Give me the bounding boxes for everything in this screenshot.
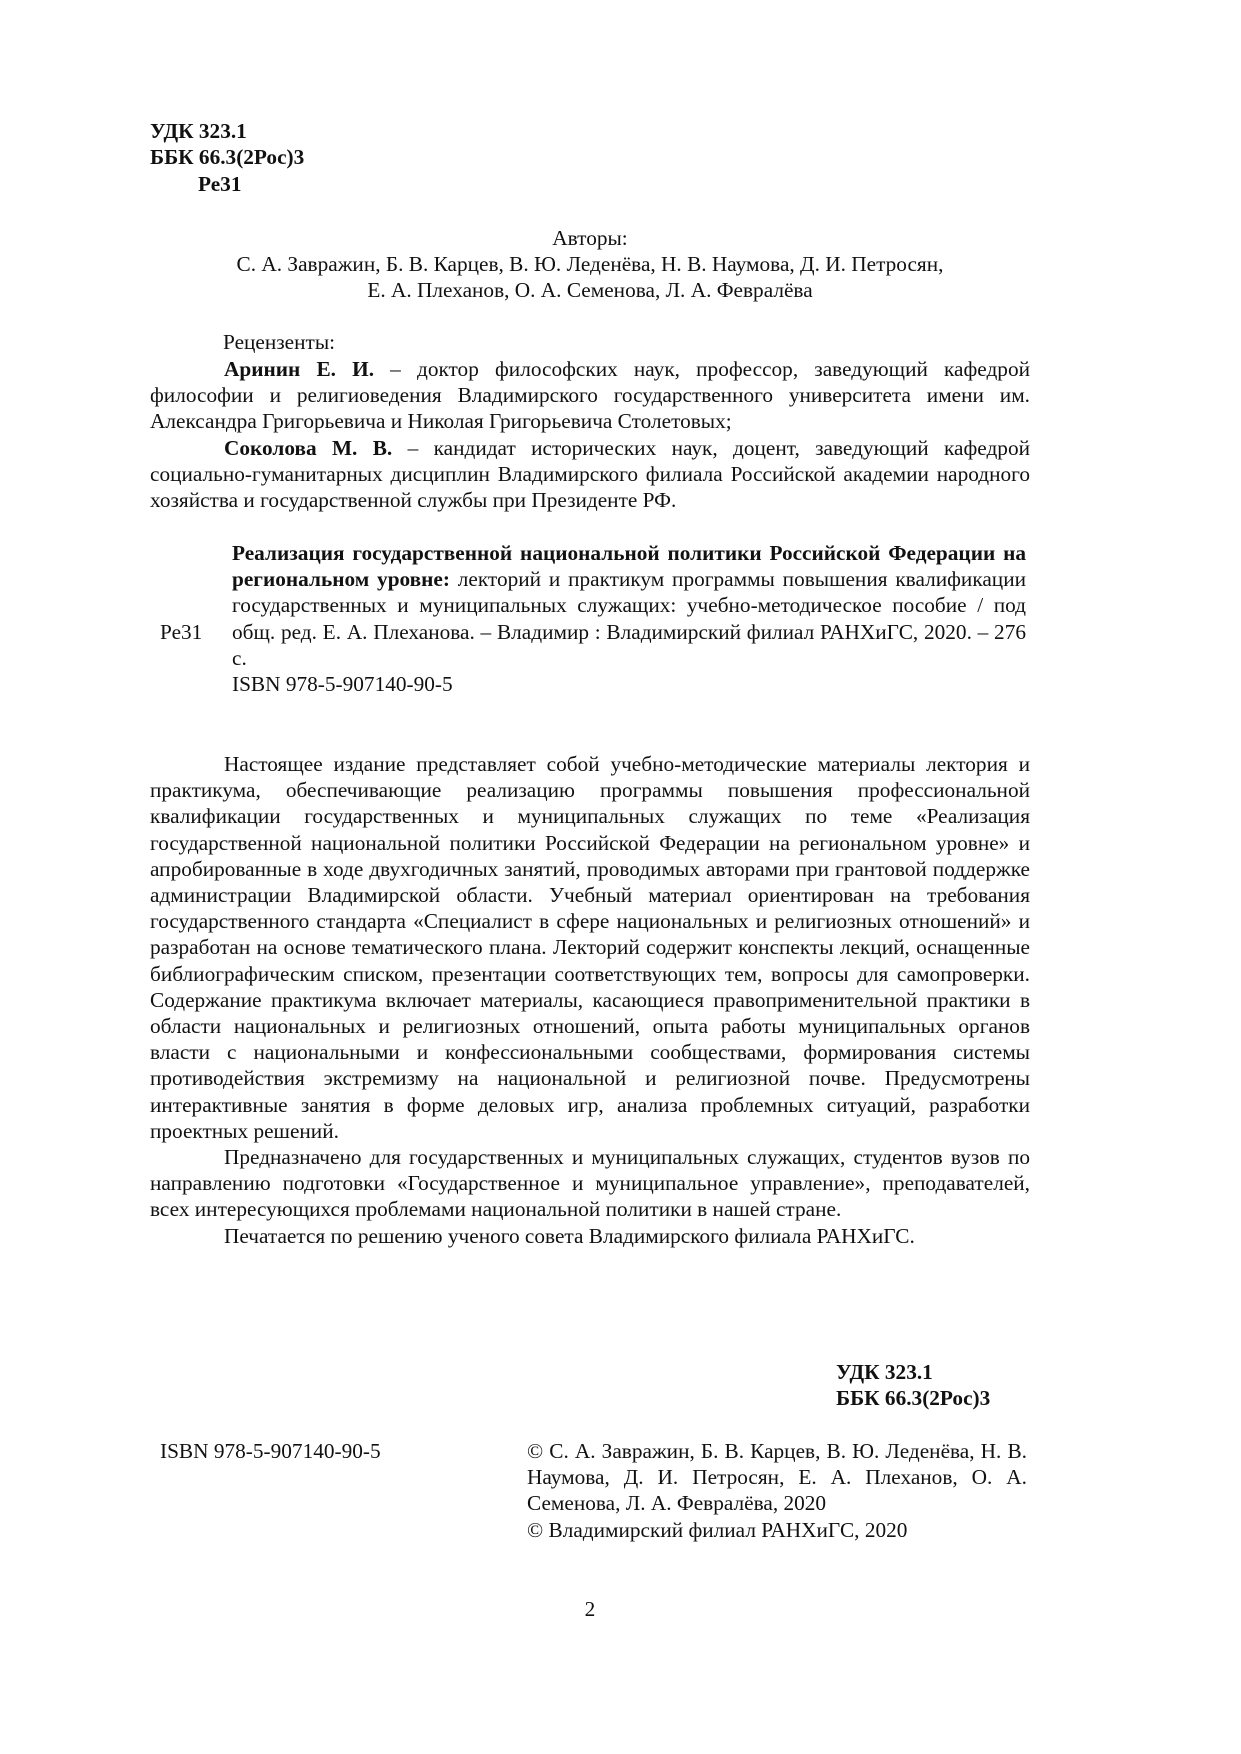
authors-line-1: С. А. Завражин, Б. В. Карцев, В. Ю. Леденёва, Н. В. Наумова, Д. И. Петросян, [236,252,944,277]
bib-isbn: ISBN 978-5-907140-90-5 [232,672,453,696]
authors-line-2: Е. А. Плеханов, О. А. Семенова, Л. А. Февралёва [367,278,813,303]
reviewer-1 [150,356,1030,435]
bib-code: Ре31 [160,620,203,644]
footer-isbn: ISBN 978-5-907140-90-5 [160,1439,381,1463]
reviewer-2-name: Соколова М. В. [224,436,393,460]
reviewer-1-name: Аринин Е. И. [224,357,375,381]
footer-udk: УДК 323.1 [836,1360,933,1384]
reviewers-label: Рецензенты: [223,330,336,354]
authors-label: Авторы: [552,226,628,250]
reviewer-1-text: – доктор философских наук, профессор, заведующий кафедрой философии и религиоведения Владимирского государственного университета имени им. Александра Григорьевича и Николая Григорьевича Столетовых; [150,357,1030,434]
footer-copyright-2: © Владимирский филиал РАНХиГС, 2020 [527,1518,908,1542]
abstract-paragraph-1: Настоящее издание представляет собой учебно-методические материалы лектория и практикума, обеспечивающие реализацию программы повышения профессиональной квалификации государственных и муниципальных служащих по теме «Реализация государственной национальной политики Российской Федерации на региональном уровне» и апробированные в ходе двухгодичных занятий, проводимых авторами при грантовой поддержке администрации Владимирской области. Учебный материал ориентирован на требования государственного стандарта «Специалист в сфере национальных и религиозных отношений» и разработан на основе тематического плана. Лекторий содержит конспекты лекций, оснащенные библиографическим списком, презентации соответствующих тем, вопросы для самопроверки. Содержание практикума включает материалы, касающиеся правоприменительной практики в области национальных и религиозных отношений, опыта работы муниципальных органов власти с национальными и конфессиональными сообществами, формирования системы противодействия экстремизму на национальной и религиозной почве. Предусмотрены интерактивные занятия в форме деловых игр, анализа проблемных ситуаций, разработки проектных решений. [150,752,1030,1143]
abstract [150,751,1030,1249]
abstract-paragraph-3: Печатается по решению ученого совета Владимирского филиала РАНХиГС. [224,1223,915,1248]
authors-block [150,225,1030,304]
page-number: 2 [584,1597,596,1621]
bib-description-text: лекторий и практикум программы повышения квалификации государственных и муниципальных служащих: учебно-методическое пособие / под общ. ред. Е. А. Плеханова. – Владимир : Владимирский филиал РАНХиГС, 2020. – 276 с. [232,567,1026,670]
footer-bbk: ББК 66.3(2Рос)3 [836,1386,991,1410]
abstract-paragraph-2: Предназначено для государственных и муниципальных служащих, студентов вузов по направлению подготовки «Государственное и муниципальное управление», преподавателей, всех интересующихся проблемами национальной политики в нашей стране. [150,1145,1030,1222]
bib-title: Реализация государственной национальной политики Российской Федерации на региональном уровне: [232,541,1026,592]
header-code: Ре31 [198,172,242,196]
header-udk: УДК 323.1 [150,119,247,143]
reviewer-2-text: – кандидат исторических наук, доцент, заведующий кафедрой социально-гуманитарных дисциплин Владимирского филиала Российской академии народного хозяйства и государственной службы при Президенте РФ. [150,436,1030,513]
reviewer-2 [150,435,1030,514]
header-bbk: ББК 66.3(2Рос)3 [150,145,305,169]
footer-copyright-1: © С. А. Завражин, Б. В. Карцев, В. Ю. Леденёва, Н. В. Наумова, Д. И. Петросян, Е. А. Плеханов, О. А. Семенова, Л. А. Февралёва, 2020 [527,1439,1027,1516]
bib-description [232,540,1026,671]
